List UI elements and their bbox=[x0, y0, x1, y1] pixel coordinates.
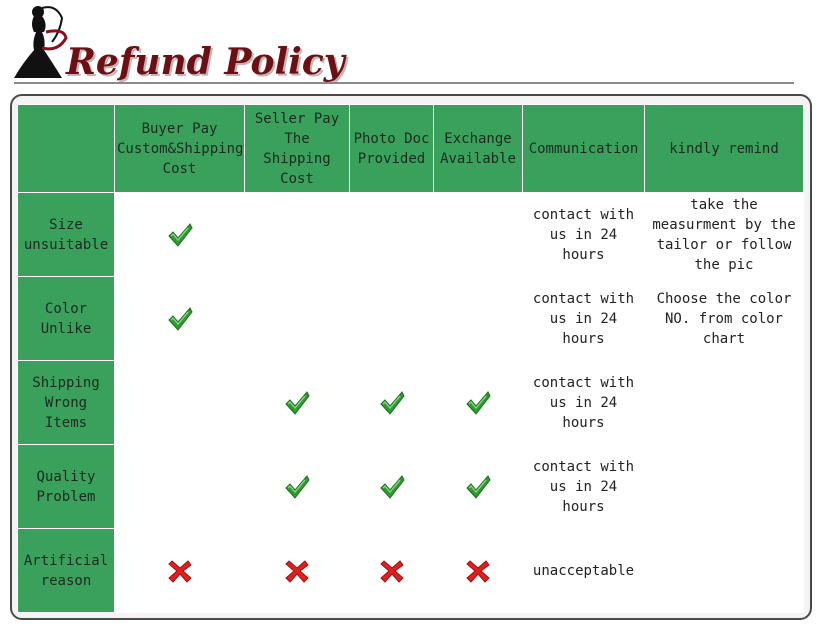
cell-exchange bbox=[434, 193, 523, 277]
cell-kindly-remind: take the measurment by the tailor or follow the pic bbox=[645, 193, 804, 277]
cell-kindly-remind bbox=[645, 445, 804, 529]
check-icon bbox=[283, 389, 311, 417]
cell-exchange bbox=[434, 361, 523, 445]
cross-icon bbox=[283, 557, 311, 585]
cell-communication: contact with us in 24 hours bbox=[523, 277, 645, 361]
cell-exchange bbox=[434, 277, 523, 361]
check-icon bbox=[378, 473, 406, 501]
cell-buyer-pay bbox=[115, 529, 245, 613]
cell-communication: unacceptable bbox=[523, 529, 645, 613]
column-header-seller-pay: Seller Pay The Shipping Cost bbox=[245, 105, 350, 193]
cell-buyer-pay bbox=[115, 361, 245, 445]
cell-kindly-remind bbox=[645, 529, 804, 613]
cell-communication: contact with us in 24 hours bbox=[523, 193, 645, 277]
table-row bbox=[18, 277, 804, 361]
cell-seller-pay bbox=[245, 529, 350, 613]
column-header-photo-doc: Photo Doc Provided bbox=[350, 105, 434, 193]
cell-photo-doc bbox=[350, 529, 434, 613]
cell-kindly-remind: Choose the color NO. from color chart bbox=[645, 277, 804, 361]
title-divider bbox=[14, 82, 794, 84]
cell-seller-pay bbox=[245, 361, 350, 445]
table-row bbox=[18, 529, 804, 613]
cell-photo-doc bbox=[350, 277, 434, 361]
page-title: Refund Policy bbox=[66, 41, 345, 83]
cell-exchange bbox=[434, 445, 523, 529]
cell-buyer-pay bbox=[115, 193, 245, 277]
cell-photo-doc bbox=[350, 445, 434, 529]
cross-icon bbox=[166, 557, 194, 585]
cell-seller-pay bbox=[245, 277, 350, 361]
check-icon bbox=[378, 389, 406, 417]
column-header-kindly-remind: kindly remind bbox=[645, 105, 804, 193]
bride-silhouette-logo-icon bbox=[12, 2, 68, 82]
table-header-row bbox=[18, 105, 804, 193]
row-label: Artificial reason bbox=[18, 529, 115, 613]
cell-buyer-pay bbox=[115, 277, 245, 361]
table-row bbox=[18, 361, 804, 445]
cell-photo-doc bbox=[350, 361, 434, 445]
table-row bbox=[18, 445, 804, 529]
column-header-communication: Communication bbox=[523, 105, 645, 193]
cell-seller-pay bbox=[245, 445, 350, 529]
refund-policy-table bbox=[17, 104, 804, 613]
check-icon bbox=[464, 389, 492, 417]
row-label: Size unsuitable bbox=[18, 193, 115, 277]
table-row bbox=[18, 193, 804, 277]
column-header-corner bbox=[18, 105, 115, 193]
check-icon bbox=[166, 221, 194, 249]
cell-photo-doc bbox=[350, 193, 434, 277]
row-label: Color Unlike bbox=[18, 277, 115, 361]
row-label: Shipping Wrong Items bbox=[18, 361, 115, 445]
cell-seller-pay bbox=[245, 193, 350, 277]
cell-kindly-remind bbox=[645, 361, 804, 445]
column-header-exchange: Exchange Available bbox=[434, 105, 523, 193]
check-icon bbox=[464, 473, 492, 501]
cell-buyer-pay bbox=[115, 445, 245, 529]
column-header-buyer-pay: Buyer Pay Custom&Shipping Cost bbox=[115, 105, 245, 193]
cross-icon bbox=[378, 557, 406, 585]
cross-icon bbox=[464, 557, 492, 585]
row-label: Quality Problem bbox=[18, 445, 115, 529]
check-icon bbox=[283, 473, 311, 501]
cell-exchange bbox=[434, 529, 523, 613]
cell-communication: contact with us in 24 hours bbox=[523, 445, 645, 529]
cell-communication: contact with us in 24 hours bbox=[523, 361, 645, 445]
check-icon bbox=[166, 305, 194, 333]
